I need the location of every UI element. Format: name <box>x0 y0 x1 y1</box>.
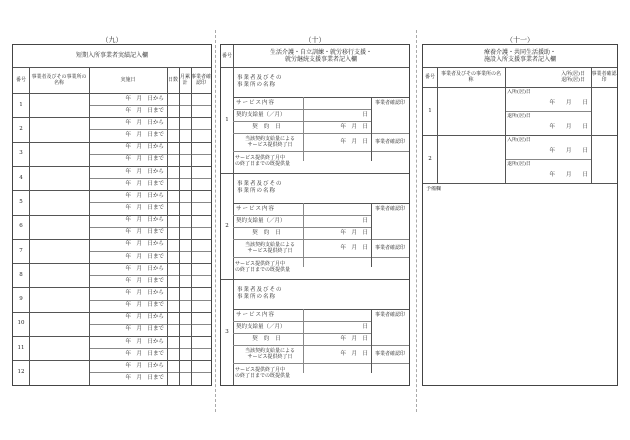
panel-11-title-line2: 施設入所支援事業者記入欄 <box>483 56 556 63</box>
row-number: 5 <box>19 198 23 205</box>
row-number: 3 <box>19 150 23 157</box>
row-number: 2 <box>19 126 23 132</box>
contract-date-value: 年 月 日 <box>340 335 368 342</box>
provider-confirm-stamp-label: 事業者確認印 <box>374 138 405 145</box>
date-to: 年 月 日まで <box>125 180 164 187</box>
provider-name-line2: 事業所の名称 <box>237 294 277 300</box>
panel-10-title <box>233 45 409 67</box>
date-from: 年 月 日から <box>125 168 164 175</box>
contract-date-label: 契約日 <box>252 335 287 342</box>
service-end-line2: サービス提供終了日 <box>247 354 293 360</box>
service-end-date-value: 年 月 日 <box>340 138 368 145</box>
row-number: 8 <box>19 271 23 278</box>
date-to: 年 月 日まで <box>125 375 164 382</box>
panel-10-title-line2: 就労継続支援事業者記入欄 <box>284 56 357 63</box>
admission-date-value: 年 月 日 <box>549 148 588 155</box>
contract-amount-unit: 日 <box>362 217 368 224</box>
block-number: 3 <box>225 328 229 335</box>
header-dates <box>505 67 591 87</box>
header-days: 日数 <box>167 76 178 83</box>
row-number: 11 <box>17 344 25 351</box>
row-number: 4 <box>19 174 23 181</box>
provider-name-label <box>235 175 315 201</box>
date-from: 年 月 日から <box>125 265 164 272</box>
short-stay-record-panel <box>12 44 212 386</box>
provider-confirm-stamp-label: 事業者確認印 <box>374 350 405 357</box>
contract-date-value: 年 月 日 <box>340 229 368 236</box>
contract-amount-unit: 日 <box>362 111 368 118</box>
block-number: 2 <box>225 222 229 229</box>
row-number: 7 <box>19 247 23 254</box>
row-number: 9 <box>19 296 23 303</box>
header-number: 番号 <box>221 52 232 59</box>
service-content-label: サービス内容 <box>236 99 276 106</box>
contract-date-value: 年 月 日 <box>340 123 368 130</box>
fold-line <box>215 30 216 412</box>
panel-10-label: （十） <box>304 36 326 44</box>
provided-amount-line1: サービス提供終了月中 <box>235 154 286 161</box>
row-number: 1 <box>19 101 23 108</box>
admission-date-value: 年 月 日 <box>549 100 588 107</box>
header-number: 番号 <box>424 73 435 80</box>
provider-confirm-stamp-label: 事業者確認印 <box>374 99 405 106</box>
header-number: 番号 <box>15 76 26 83</box>
row-number: 10 <box>17 320 25 327</box>
date-to: 年 月 日まで <box>125 302 164 309</box>
header-provider-name: 事業者及びその事業所の名称 <box>440 70 501 83</box>
date-from: 年 月 日から <box>125 217 164 224</box>
provided-amount-line2: の終了日までの既提供量 <box>235 373 291 379</box>
panel-9-title: 短期入所事業者実績記入欄 <box>75 52 148 60</box>
row-number: 12 <box>17 369 25 375</box>
provider-name-line1: 事業者及びその <box>237 75 283 82</box>
contract-amount-label: 契約支給量（／月） <box>236 323 286 330</box>
service-end-line2: サービス提供終了日 <box>247 248 293 254</box>
date-to: 年 月 日まで <box>125 350 164 357</box>
header-monthly-total: 月累計 <box>179 73 190 86</box>
header-confirm-stamp: 事業者確認印 <box>591 70 617 83</box>
panel-10-title-line1: 生活介護・自立訓練・就労移行支援・ <box>269 48 372 56</box>
header-admission-date: 入所(居)日 <box>561 70 585 77</box>
contract-date-label: 契約日 <box>252 229 287 236</box>
date-from: 年 月 日から <box>125 192 164 199</box>
date-to: 年 月 日まで <box>125 253 164 260</box>
header-provider-name: 事業者及びその事業所の名称 <box>31 73 87 86</box>
provided-amount-line1: サービス提供終了月中 <box>235 260 286 267</box>
block-number: 1 <box>225 116 229 123</box>
provided-amount-line2: の終了日までの既提供量 <box>235 161 291 167</box>
day-service-record-panel <box>220 44 410 386</box>
notes-label: 予備欄 <box>426 186 442 192</box>
date-from: 年 月 日から <box>125 241 164 248</box>
service-end-line1: 当該契約支給量による <box>244 347 295 354</box>
date-from: 年 月 日から <box>125 290 164 297</box>
provided-amount-line1: サービス提供終了月中 <box>235 366 286 373</box>
provider-name-line2: 事業所の名称 <box>237 188 277 194</box>
residential-record-panel <box>422 44 618 386</box>
date-to: 年 月 日まで <box>125 107 164 114</box>
discharge-date-label: 退所(居)日 <box>507 161 531 167</box>
contract-amount-unit: 日 <box>362 323 368 330</box>
provider-name-line1: 事業者及びその <box>237 287 283 294</box>
date-from: 年 月 日から <box>125 362 164 369</box>
date-to: 年 月 日まで <box>125 132 164 139</box>
service-end-date-label <box>235 239 305 257</box>
provider-name-label <box>235 281 315 307</box>
panel-9-label: （九） <box>101 36 123 44</box>
header-confirm-stamp: 事業者確認印 <box>191 73 211 86</box>
date-from: 年 月 日から <box>125 144 164 151</box>
provider-confirm-stamp-label: 事業者確認印 <box>374 205 405 212</box>
date-to: 年 月 日まで <box>125 326 164 333</box>
service-end-date-value: 年 月 日 <box>340 244 368 251</box>
discharge-date-value: 年 月 日 <box>549 172 588 179</box>
fold-line <box>416 30 417 412</box>
provider-confirm-stamp-label: 事業者確認印 <box>374 244 405 251</box>
provider-confirm-stamp-label: 事業者確認印 <box>374 311 405 318</box>
panel-11-title <box>423 45 617 67</box>
provider-name-line1: 事業者及びその <box>237 181 283 188</box>
provider-name-label <box>235 69 315 95</box>
provided-amount-line2: の終了日までの既提供量 <box>235 267 291 273</box>
service-content-label: サービス内容 <box>236 311 276 318</box>
date-to: 年 月 日まで <box>125 156 164 163</box>
row-number: 6 <box>19 223 23 230</box>
provider-name-line2: 事業所の名称 <box>237 82 277 88</box>
panel-11-title-line1: 療養介護・共同生活援助・ <box>483 48 556 56</box>
header-discharge-date: 退所(居)日 <box>561 77 585 83</box>
admission-date-label: 入所(居)日 <box>507 137 531 143</box>
service-end-date-label <box>235 133 305 151</box>
contract-amount-label: 契約支給量（／月） <box>236 217 286 224</box>
panel-11-label: （十一） <box>506 36 534 44</box>
contract-amount-label: 契約支給量（／月） <box>236 111 286 118</box>
header-service-date: 実施日 <box>120 76 136 83</box>
date-from: 年 月 日から <box>125 95 164 102</box>
date-to: 年 月 日まで <box>125 229 164 236</box>
discharge-date-label: 退所(居)日 <box>507 113 531 119</box>
date-to: 年 月 日まで <box>125 277 164 284</box>
admission-date-label: 入所(居)日 <box>507 89 531 95</box>
date-from: 年 月 日から <box>125 314 164 321</box>
row-number: 2 <box>428 155 432 162</box>
service-end-line1: 当該契約支給量による <box>244 135 295 142</box>
contract-date-label: 契約日 <box>252 123 287 130</box>
row-number: 1 <box>428 107 432 114</box>
service-end-date-label <box>235 345 305 363</box>
service-end-line2: サービス提供終了日 <box>247 142 293 148</box>
service-content-label: サービス内容 <box>236 205 276 212</box>
date-from: 年 月 日から <box>125 338 164 345</box>
service-end-line1: 当該契約支給量による <box>244 241 295 248</box>
discharge-date-value: 年 月 日 <box>549 124 588 131</box>
date-to: 年 月 日まで <box>125 204 164 211</box>
service-end-date-value: 年 月 日 <box>340 350 368 357</box>
date-from: 年 月 日から <box>125 119 164 126</box>
